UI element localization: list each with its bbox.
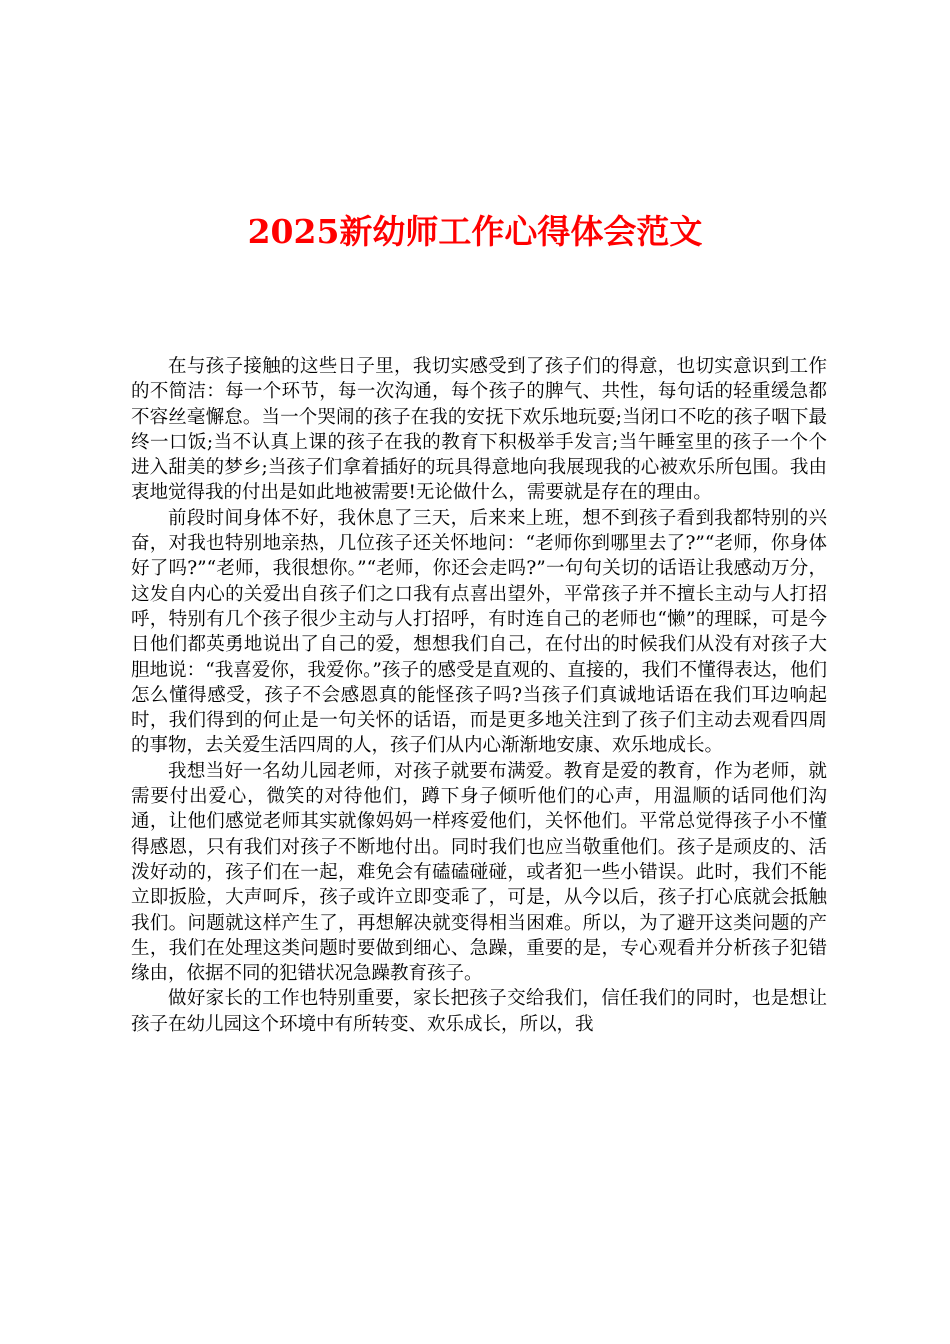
document-body xyxy=(131,354,827,1037)
paragraph-1: 在与孩子接触的这些日子里，我切实感受到了孩子们的得意，也切实意识到工作的不简洁：每一个环节，每一次沟通，每个孩子的脾气、共性，每句话的轻重缓急都不容丝毫懈怠。当一个哭闹的孩子在我的安抚下欢乐地玩耍;当闭口不吃的孩子咽下最终一口饭;当不认真上课的孩子在我的教育下积极举手发言;当午睡室里的孩子一个个进入甜美的梦乡;当孩子们拿着插好的玩具得意地向我展现我的心被欢乐所包围。我由衷地觉得我的付出是如此地被需要!无论做什么，需要就是存在的理由。 xyxy=(131,356,827,504)
paragraph-3: 我想当好一名幼儿园老师，对孩子就要布满爱。教育是爱的教育，作为老师，就需要付出爱心，微笑的对待他们，蹲下身子倾听他们的心声，用温顺的话同他们沟通，让他们感觉老师其实就像妈妈一样疼爱他们，关怀他们。平常总觉得孩子小不懂得感恩，只有我们对孩子不断地付出。同时我们也应当敬重他们。孩子是顽皮的、活泼好动的，孩子们在一起，难免会有磕磕碰碰，或者犯一些小错误。此时，我们不能立即扳脸，大声呵斥，孩子或许立即变乖了，可是，从今以后，孩子打心底就会抵触我们。问题就这样产生了，再想解决就变得相当困难。所以，为了避开这类问题的产生，我们在处理这类问题时要做到细心、急躁，重要的是，专心观看并分析孩子犯错缘由，依据不同的犯错状况急躁教育孩子。 xyxy=(131,760,827,985)
paragraph-2: 前段时间身体不好，我休息了三天，后来来上班，想不到孩子看到我都特别的兴奋，对我也特别地亲热，几位孩子还关怀地问：“老师你到哪里去了?”“老师，你身体好了吗?”“老师，我很想你。”“老师，你还会走吗?”一句句关切的话语让我感动万分，这发自内心的关爱出自孩子们之口我有点喜出望外，平常孩子并不擅长主动与人打招呼，特别有几个孩子很少主动与人打招呼，有时连自己的老师也“懒”的理睬，可是今日他们都英勇地说出了自己的爱，想想我们自己，在付出的时候我们从没有对孩子大胆地说：“我喜爱你，我爱你。”孩子的感受是直观的、直接的，我们不懂得表达，他们怎么懂得感受，孩子不会感恩真的能怪孩子吗?当孩子们真诚地话语在我们耳边响起时，我们得到的何止是一句关怀的话语，而是更多地关注到了孩子们主动去观看四周的事物，去关爱生活四周的人，孩子们从内心渐渐地安康、欢乐地成长。 xyxy=(131,507,827,757)
document-title: 2025新幼师工作心得体会范文 xyxy=(247,212,703,251)
paragraph-4: 做好家长的工作也特别重要，家长把孩子交给我们，信任我们的同时，也是想让孩子在幼儿园这个环境中有所转变、欢乐成长，所以，我 xyxy=(131,988,827,1035)
